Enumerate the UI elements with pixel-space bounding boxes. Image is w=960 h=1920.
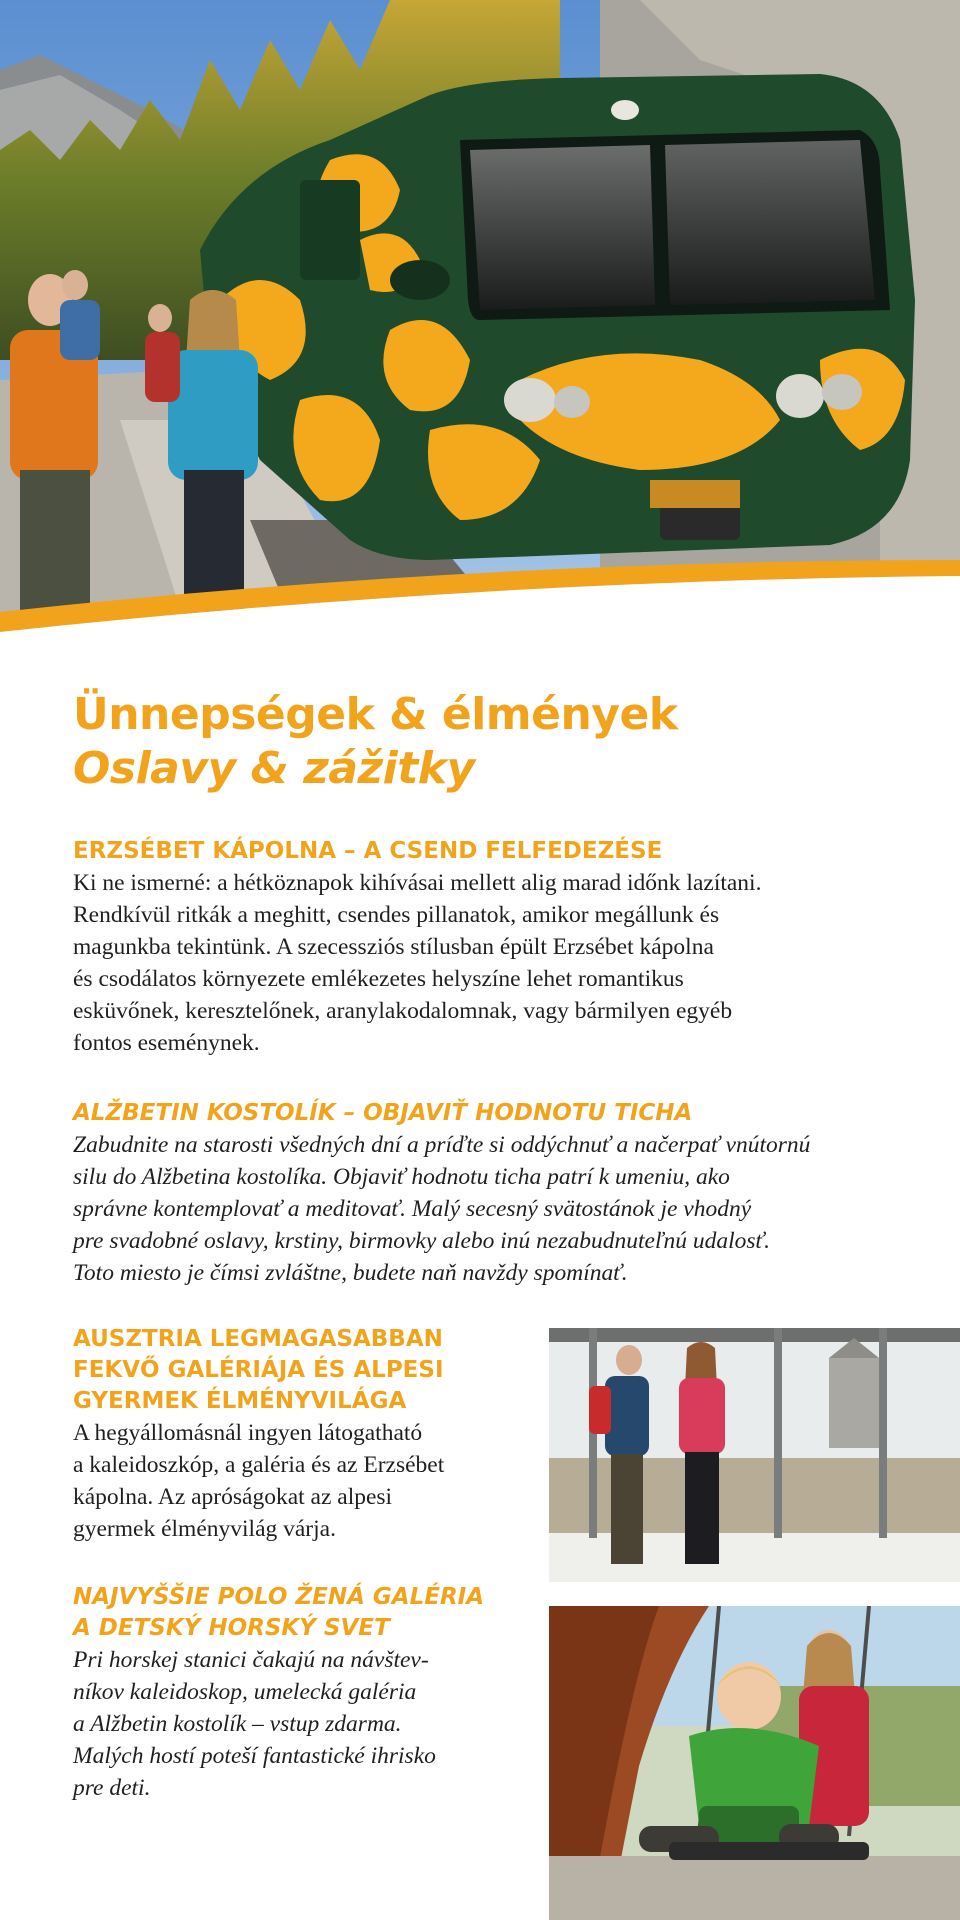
heading-line: AUSZTRIA LEGMAGASABBAN	[73, 1326, 443, 1352]
text-line: kápolna. Az apróságokat az alpesi	[73, 1484, 393, 1510]
section-chapel-sk	[73, 1098, 903, 1289]
gallery-visitors-icon	[549, 1328, 960, 1582]
text-line: Malých hostí poteší fantastické ihrisko	[73, 1743, 436, 1769]
text-line: gyermek élményvilág várja.	[73, 1516, 336, 1542]
section-gallery-hu	[73, 1324, 513, 1545]
text-line: správne kontemplovať a meditovať. Malý secesný svätostánok je vhodný	[73, 1196, 752, 1222]
text-line: silu do Alžbetina kostolíka. Objaviť hodnotu ticha patrí k umeniu, ako	[73, 1164, 730, 1190]
section-body	[73, 1417, 513, 1545]
section-chapel-hu	[73, 836, 903, 1059]
section-heading: ERZSÉBET KÁPOLNA – A CSEND FELFEDEZÉSE	[73, 838, 663, 864]
text-line: fontos eseménynek.	[73, 1030, 260, 1056]
section-gallery-sk	[73, 1582, 513, 1804]
heading-line: NAJVYŠŠIE POLO ŽENÁ GALÉRIA	[73, 1584, 485, 1610]
child-on-swing-photo	[549, 1606, 960, 1920]
text-line: és csodálatos környezete emlékezetes helyszíne lehet romantikus	[73, 966, 684, 992]
text-line: Toto miesto je čímsi zvláštne, budete naň navždy spomínať.	[73, 1260, 628, 1286]
text-line: Rendkívül ritkák a meghitt, csendes pillanatok, amikor megállunk és	[73, 902, 720, 928]
text-line: esküvőnek, keresztelőnek, aranylakodalomnak, vagy bármilyen egyéb	[73, 998, 733, 1024]
child-on-swing-icon	[549, 1606, 960, 1920]
section-body	[73, 1644, 513, 1804]
text-line: níkov kaleidoskop, umelecká galéria	[73, 1679, 417, 1705]
text-line: A hegyállomásnál ingyen látogatható	[73, 1420, 423, 1446]
text-line: pre deti.	[73, 1775, 151, 1801]
text-line: Pri horskej stanici čakajú na návštev-	[73, 1647, 429, 1673]
section-heading	[73, 1582, 513, 1644]
text-line: pre svadobné oslavy, krstiny, birmovky alebo inú nezabudnuteľnú udalosť.	[73, 1228, 770, 1254]
text-line: magunkba tekintünk. A szecessziós stílusban épült Erzsébet kápolna	[73, 934, 714, 960]
heading-line: GYERMEK ÉLMÉNYVILÁGA	[73, 1388, 407, 1414]
page-title-block	[73, 688, 893, 796]
gallery-visitors-photo	[549, 1328, 960, 1582]
cogwheel-train-photo	[0, 0, 960, 640]
section-body	[73, 1129, 903, 1289]
text-line: a Alžbetin kostolík – vstup zdarma.	[73, 1711, 402, 1737]
section-body	[73, 867, 903, 1059]
text-line: Ki ne ismerné: a hétköznapok kihívásai mellett alig marad időnk lazítani.	[73, 870, 762, 896]
page-subtitle: Oslavy & zážitky	[73, 743, 475, 794]
heading-line: A DETSKÝ HORSKÝ SVET	[73, 1615, 390, 1641]
section-heading	[73, 1324, 513, 1417]
heading-line: FEKVŐ GALÉRIÁJA ÉS ALPESI	[73, 1357, 444, 1383]
section-heading: ALŽBETIN KOSTOLÍK – OBJAVIŤ HODNOTU TICHA	[73, 1100, 693, 1126]
page-title: Ünnepségek & élmények	[73, 689, 678, 740]
hero-photo	[0, 0, 960, 640]
text-line: a kaleidoszkóp, a galéria és az Erzsébet	[73, 1452, 445, 1478]
text-line: Zabudnite na starosti všedných dní a príďte si oddýchnuť a načerpať vnútornú	[73, 1132, 811, 1158]
